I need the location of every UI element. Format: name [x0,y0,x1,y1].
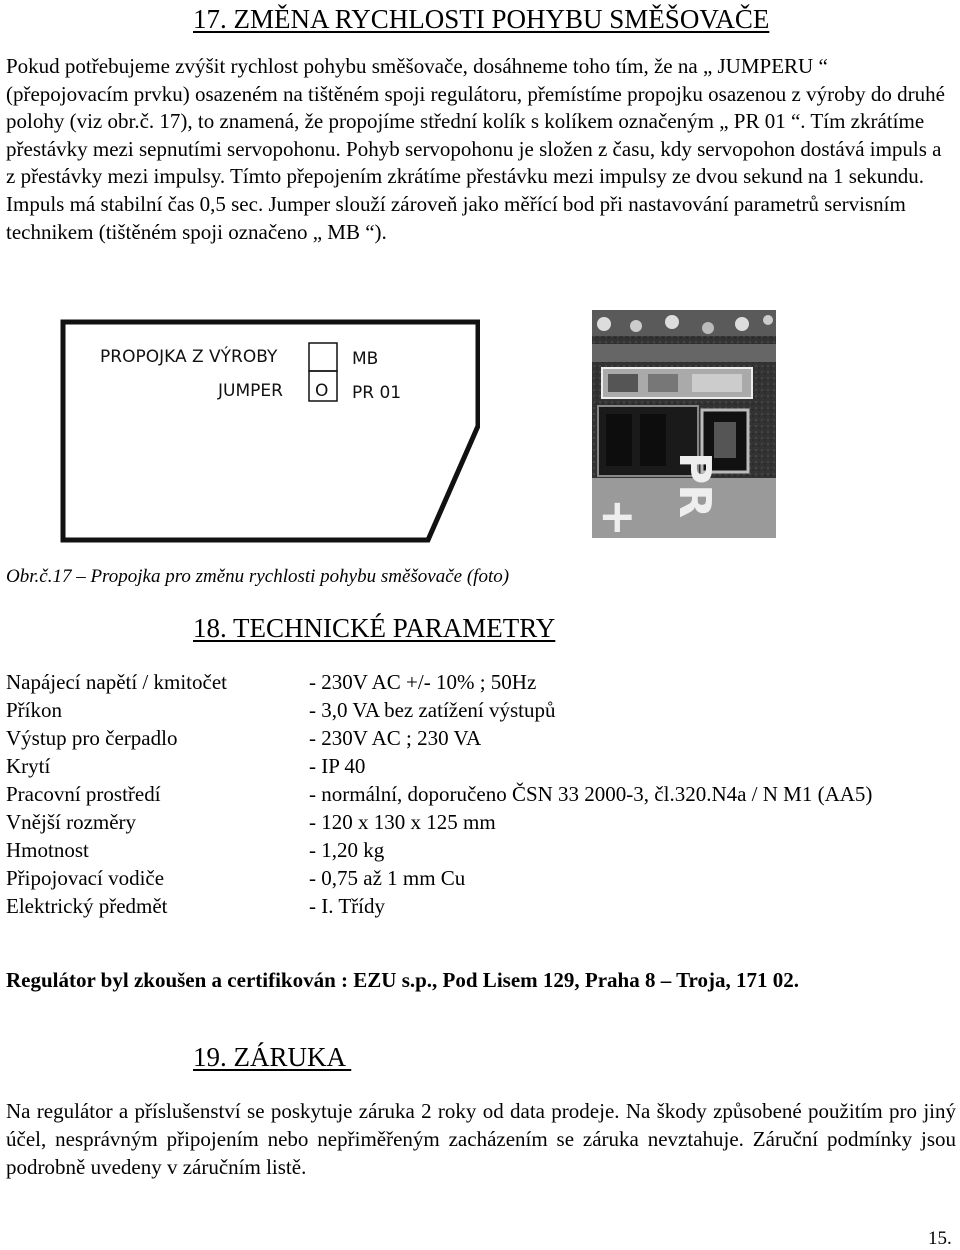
param-value: - I. Třídy [309,894,386,918]
diagram-label-o: O [315,381,329,401]
param-label: Vnější rozměry [6,810,137,834]
param-row [6,698,956,726]
section-19-heading: 19. ZÁRUKA [193,1042,352,1072]
photo-plus-marking: + [598,489,637,538]
page-number: 15. [928,1228,952,1249]
param-value: - 3,0 VA bez zatížení výstupů [309,698,556,722]
section-19-paragraph: Na regulátor a příslušenství se poskytuje záruka 2 roky od data prodeje. Na škody způsobené použitím pro jiný účel, nesprávným připojením nebo nepřiměřeným zacházením se záruka nevztahuje. Záruční podmínky jsou podrobně uvedeny v záručním listě. [6,1099,956,1179]
param-value: - 0,75 až 1 mm Cu [309,866,466,890]
param-value: - IP 40 [309,754,366,778]
diagram-label-propojka: PROPOJKA Z VÝROBY [100,347,278,367]
jumper-diagram [60,318,480,554]
section-17-paragraph: Pokud potřebujeme zvýšit rychlost pohybu směšovače, dosáhneme toho tím, že na „ JUMPERU “ (přepojovacím prvku) osazeném na tištěném spoji regulátoru, přemístíme propojku osazenou z výroby do druhé polohy (viz obr.č. 17), to znamená, že propojíme střední kolík s kolíkem označeným „ PR 01 “. Tím zkrátíme přestávky mezi sepnutími servopohonu. Pohyb servopohonu je složen z času, kdy servopohon dostává impuls a z přestávky mezi impulsy. Tímto přepojením zkrátíme přestávku mezi impulsy ze dvou sekund na 1 sekundu. Impuls má stabilní čas 0,5 sec. Jumper slouží zároveň jako měřící bod při nastavování parametrů servisním technikem (tištěném spoji označeno „ MB “). [6,54,945,244]
param-label: Krytí [6,754,51,778]
param-row [6,894,956,922]
param-value: - 230V AC +/- 10% ; 50Hz [309,670,537,694]
param-value: - normální, doporučeno ČSN 33 2000-3, čl.320.N4a / N M1 (AA5) [309,782,873,806]
param-row [6,754,956,782]
param-row [6,726,956,754]
param-row [6,810,956,838]
param-label: Napájecí napětí / kmitočet [6,670,227,694]
diagram-label-jumper: JUMPER [218,381,283,401]
diagram-label-pr01: PR 01 [352,383,402,403]
param-value: - 230V AC ; 230 VA [309,726,482,750]
certification-statement: Regulátor byl zkoušen a certifikován : EZU s.p., Pod Lisem 129, Praha 8 – Troja, 171 02. [6,968,799,992]
param-row [6,782,956,810]
figure-caption: Obr.č.17 – Propojka pro změnu rychlosti pohybu směšovače (foto) [6,566,510,587]
photo-pr-marking: PR [669,452,720,519]
diagram-label-mb: MB [352,349,379,369]
param-row [6,866,956,894]
jumper-photo [592,310,776,538]
param-row [6,838,956,866]
section-18-heading: 18. TECHNICKÉ PARAMETRY [193,613,556,643]
param-label: Příkon [6,698,63,722]
param-label: Elektrický předmět [6,894,168,918]
param-label: Pracovní prostředí [6,782,161,806]
param-value: - 120 x 130 x 125 mm [309,810,496,834]
param-label: Hmotnost [6,838,89,862]
param-label: Výstup pro čerpadlo [6,726,178,750]
param-row [6,670,956,698]
param-label: Připojovací vodiče [6,866,165,890]
param-value: - 1,20 kg [309,838,385,862]
section-17-heading: 17. ZMĚNA RYCHLOSTI POHYBU SMĚŠOVAČE [193,4,770,34]
